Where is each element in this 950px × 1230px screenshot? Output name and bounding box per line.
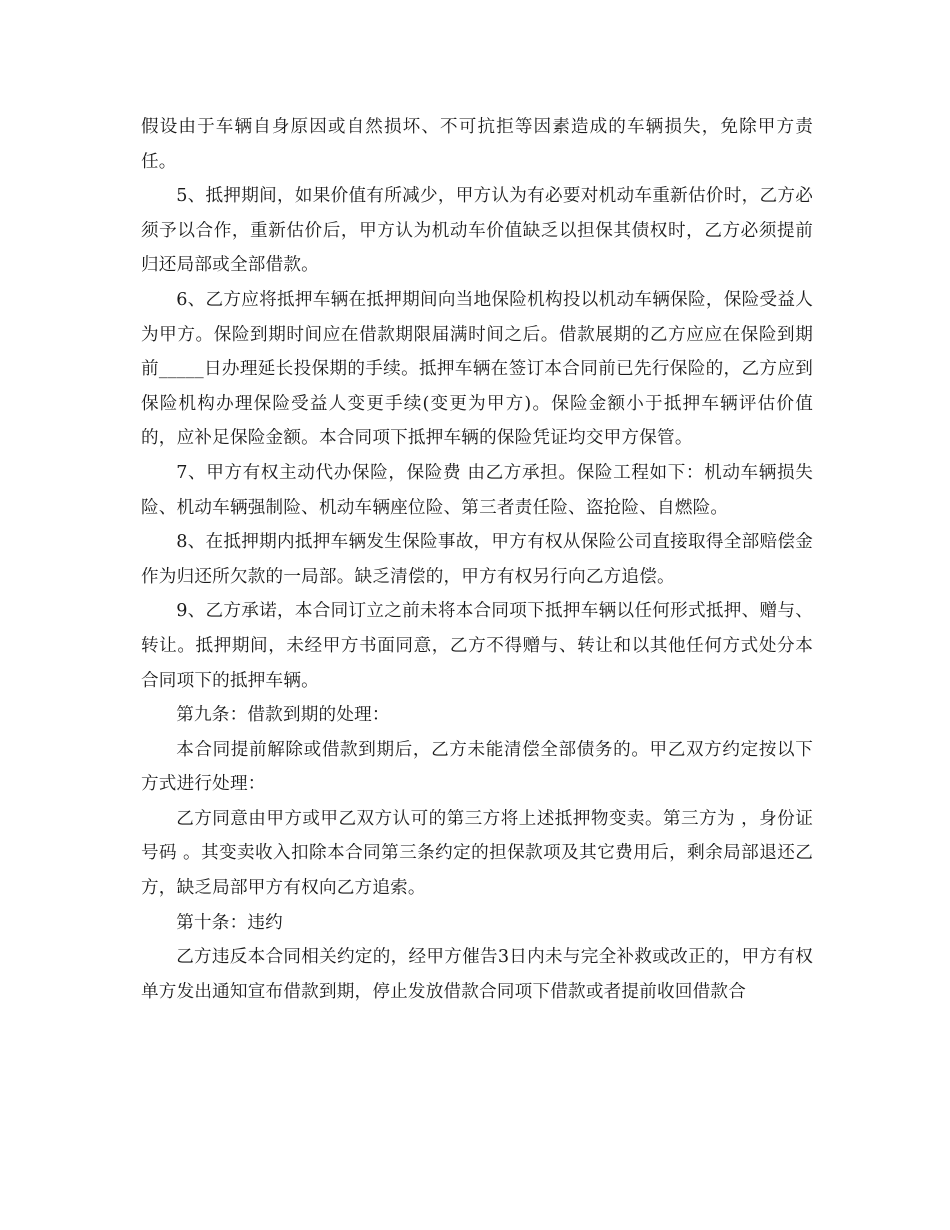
paragraph-vehicle-loss: 假设由于车辆自身原因或自然损坏、不可抗拒等因素造成的车辆损失，免除甲方责任。	[141, 117, 813, 172]
paragraph-clause-5: 5、抵押期间，如果价值有所减少，甲方认为有必要对机动车重新估价时，乙方必须予以合作，重新估价后，甲方认为机动车价值缺乏以担保其债权时，乙方必须提前归还局部或全部借款。	[141, 186, 813, 276]
paragraph-clause-6: 6、乙方应将抵押车辆在抵押期间向当地保险机构投以机动车辆保险，保险受益人为甲方。保险到期时间应在借款期限届满时间之后。借款展期的乙方应应在保险到期前_____日办理延长投保期的手续。抵押车辆在签订本合同前已先行保险的，乙方应到保险机构办理保险受益人变更手续(变更为甲方)。保险金额小于抵押车辆评估价值的，应补足保险金额。本合同项下抵押车辆的保险凭证均交甲方保管。	[141, 289, 813, 449]
paragraph-clause-8: 8、在抵押期内抵押车辆发生保险事故，甲方有权从保险公司直接取得全部赔偿金作为归还所欠款的一局部。缺乏清偿的，甲方有权另行向乙方追偿。	[141, 532, 813, 587]
paragraph-clause-9: 9、乙方承诺，本合同订立之前未将本合同项下抵押车辆以任何形式抵押、赠与、转让。抵押期间，未经甲方书面同意，乙方不得赠与、转让和以其他任何方式处分本合同项下的抵押车辆。	[141, 601, 813, 691]
document-body	[141, 110, 813, 1009]
section-heading-article-10: 第十条：违约	[176, 912, 283, 933]
paragraph-article-9-intro: 本合同提前解除或借款到期后，乙方未能清偿全部债务的。甲乙双方约定按以下方式进行处理：	[141, 739, 813, 795]
paragraph-article-9-disposal: 乙方同意由甲方或甲乙双方认可的第三方将上述抵押物变卖。第三方为 ，身份证号码 。其变卖收入扣除本合同第三条约定的担保款项及其它费用后，剩余局部退还乙方，缺乏局部甲方有权向乙方追索。	[141, 808, 813, 899]
paragraph-article-10-breach: 乙方违反本合同相关约定的，经甲方催告3日内未与完全补救或改正的，甲方有权单方发出通知宣布借款到期，停止发放借款合同项下借款或者提前收回借款合	[141, 947, 813, 1002]
section-heading-article-9: 第九条：借款到期的处理：	[176, 705, 390, 726]
paragraph-clause-7: 7、甲方有权主动代办保险，保险费 由乙方承担。保险工程如下：机动车辆损失险、机动车辆强制险、机动车辆座位险、第三者责任险、盗抢险、自燃险。	[141, 462, 813, 518]
